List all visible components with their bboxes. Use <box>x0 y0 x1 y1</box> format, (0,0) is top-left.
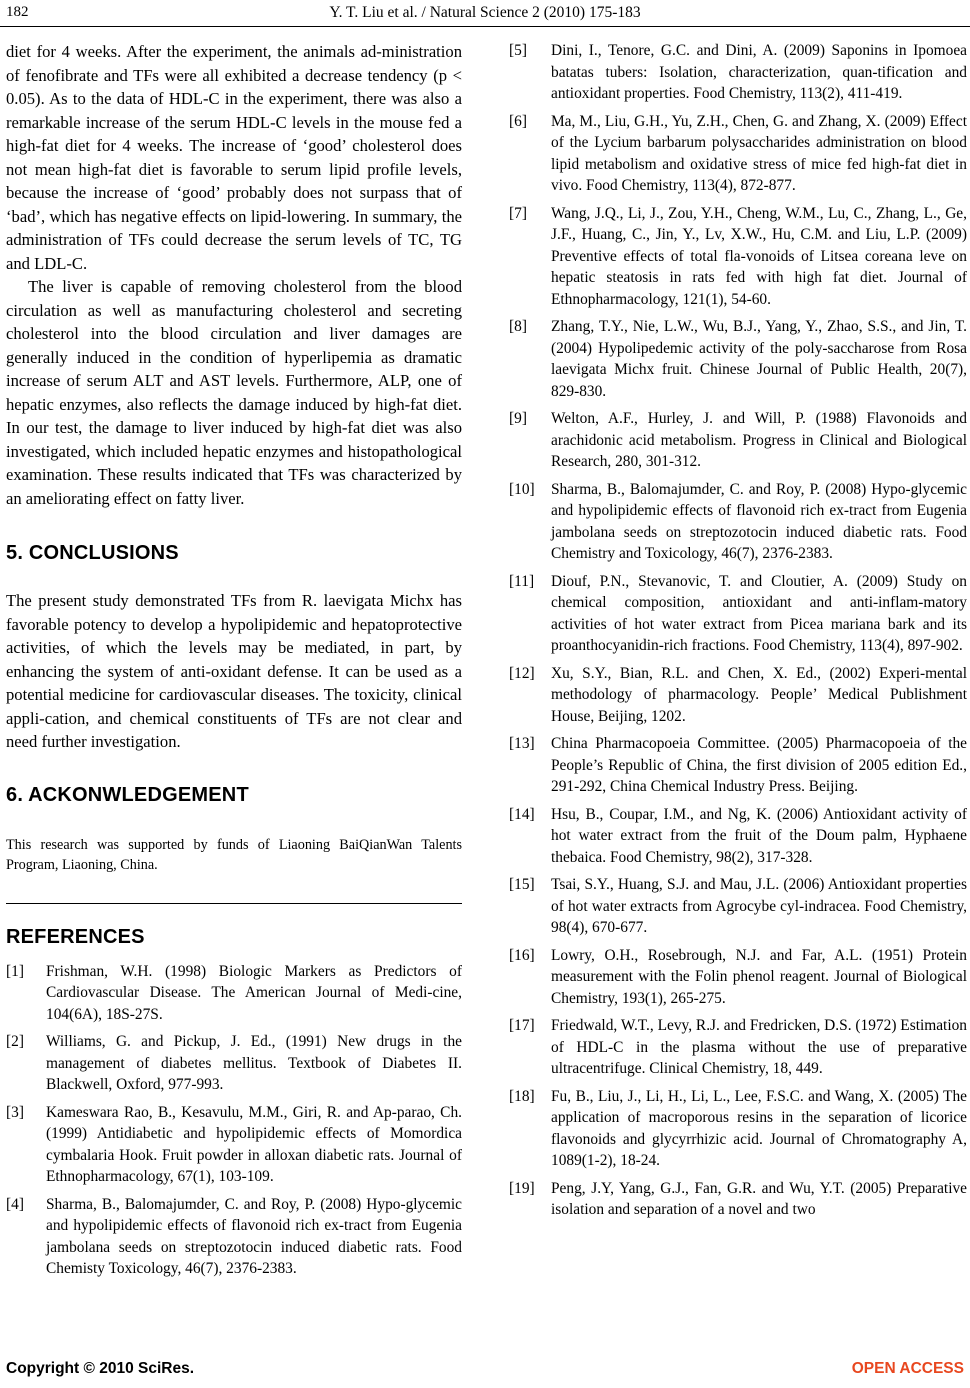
reference-text: Kameswara Rao, B., Kesavulu, M.M., Giri, R. and Ap-parao, Ch. (1999) Antidiabetic and hypolipidemic effects of Momordica cymbalaria Hook. Fruit powder in alloxan diabetic rats. Journal of Ethnopharmacology, 67(1), 103-109. <box>46 1103 462 1185</box>
reference-item <box>509 945 967 1010</box>
reference-number: [14] <box>509 805 535 823</box>
reference-text: Friedwald, W.T., Levy, R.J. and Fredricken, D.S. (1972) Estimation of HDL-C in the plasma without the use of preparative ultracentrifuge. Clinical Chemistry, 18, 449. <box>551 1017 967 1077</box>
header-rule <box>0 26 970 27</box>
reference-number: [12] <box>509 664 535 682</box>
reference-text: Frishman, W.H. (1998) Biologic Markers as Predictors of Cardiovascular Disease. The American Journal of Medi-cine, 104(6A), 18S-27S. <box>46 962 462 1023</box>
reference-text: China Pharmacopoeia Committee. (2005) Pharmacopoeia of the People’s Republic of China, the first division of 2005 edition Ed., 291-292, China Chemical Industry Press. Beijing. <box>551 735 967 795</box>
reference-item <box>509 1178 967 1221</box>
reference-number: [6] <box>509 112 527 130</box>
open-access-label: OPEN ACCESS <box>851 1360 964 1377</box>
reference-number: [13] <box>509 735 535 752</box>
reference-text: Tsai, S.Y., Huang, S.J. and Mau, J.L. (2006) Antioxidant properties of hot water extracts from Agrocybe cyl-indracea. Food Chemistry, 98(4), 670-677. <box>551 876 967 936</box>
reference-number: [1] <box>6 962 24 980</box>
reference-number: [10] <box>509 480 535 498</box>
reference-text: Sharma, B., Balomajumder, C. and Roy, P. (2008) Hypo-glycemic and hypolipidemic effects of flavonoid rich ex-tract from Eugenia jambolana seeds on streptozotocin induced diabetic rats. Food Chemistry and Toxicology, 46(7), 2376-2383. <box>551 480 967 562</box>
reference-item <box>509 804 967 869</box>
reference-item <box>509 571 967 657</box>
page-footer <box>0 1356 970 1384</box>
reference-text: Hsu, B., Coupar, I.M., and Ng, K. (2006) Antioxidant activity of hot water extract from the fruit of the Doum palm, Hyphaene thebaica. Food Chemistry, 98(2), 317-328. <box>551 805 967 866</box>
reference-item <box>509 203 967 311</box>
reference-text: Welton, A.F., Hurley, J. and Will, P. (1988) Flavonoids and arachidonic acid metabolism. Progress in Clinical and Biological Research, 280, 301-312. <box>551 410 967 470</box>
right-column <box>509 40 967 1227</box>
page-header <box>0 4 970 28</box>
reference-item <box>509 1015 967 1080</box>
reference-number: [16] <box>509 946 535 964</box>
references-list-left <box>6 961 462 1280</box>
reference-number: [2] <box>6 1033 24 1050</box>
copyright-notice: Copyright © 2010 SciRes. <box>6 1360 195 1377</box>
reference-text: Wang, J.Q., Li, J., Zou, Y.H., Cheng, W.M., Lu, C., Zhang, L., Ge, J.F., Huang, C., Jin, Y., Lv, X.W., Hu, C.M. and Liu, L.P. (2009) Preventive effects of total fla-vonoids of Litsea coreana leve on hepatic steatosis in rats fed with high fat diet. Journal of Ethnopharmacology, 121(1), 54-60. <box>551 204 967 308</box>
reference-number: [7] <box>509 204 527 222</box>
reference-item <box>509 733 967 798</box>
reference-number: [18] <box>509 1087 535 1105</box>
reference-number: [11] <box>509 572 535 590</box>
reference-item <box>509 479 967 565</box>
body-paragraph: diet for 4 weeks. After the experiment, the animals ad-ministration of fenofibrate and TFs were all exhibited a decrease tendency (p < 0.05). As to the data of HDL-C in the experiment, there was also a remarkable increase of the serum HDL-C levels in the mouse fed a high-fat diet for 4 weeks. The increase of ‘good’ cholesterol does not mean high-fat diet is favorable to serum lipid profile levels, because the increase of ‘good’ probably does not surpass that of ‘bad’, which has negative effects on lipid-lowering. In summary, the administration of TFs could decrease the serum levels of TC, TG and LDL-C. <box>6 42 462 273</box>
reference-item <box>509 1086 967 1172</box>
acknowledgement-heading: 6. ACKONWLEDGEMENT <box>6 783 249 806</box>
reference-number: [3] <box>6 1103 24 1121</box>
acknowledgement-text: This research was supported by funds of Liaoning BaiQianWan Talents Program, Liaoning, China. <box>6 836 462 873</box>
reference-number: [4] <box>6 1195 24 1213</box>
reference-number: [15] <box>509 876 535 893</box>
reference-text: Lowry, O.H., Rosebrough, N.J. and Far, A.L. (1951) Protein measurement with the Folin phenol reagent. Journal of Biological Chemistry, 193(1), 265-275. <box>551 946 967 1007</box>
reference-item <box>6 1194 462 1280</box>
conclusions-text: The present study demonstrated TFs from R. laevigata Michx has favorable potency to develop a hypolipidemic and hepatoprotective activities, of which the levels may be mediated, in part, by enhancing the system of anti-oxidant defense. It can be used as a potential medicine for cardiovascular diseases. The toxicity, clinical appli-cation, and chemical constituents of TFs are not clear and need further investigation. <box>6 591 462 751</box>
reference-item <box>509 111 967 197</box>
reference-number: [5] <box>509 42 527 59</box>
reference-item <box>6 961 462 1026</box>
reference-number: [8] <box>509 318 527 335</box>
page-number: 182 <box>6 4 29 20</box>
reference-text: Xu, S.Y., Bian, R.L. and Chen, X. Ed., (2002) Experi-mental methodology of pharmacology. People’ Medical Publishment House, Beijing, 1202. <box>551 664 967 725</box>
references-heading: REFERENCES <box>6 925 145 948</box>
reference-text: Dini, I., Tenore, G.C. and Dini, A. (2009) Saponins in Ipomoea batatas tubers: Isolation, characterization, quan-tification and antioxidant properties. Food Chemistry, 113(2), 411-419. <box>551 42 967 102</box>
reference-item <box>509 40 967 105</box>
reference-text: Sharma, B., Balomajumder, C. and Roy, P. (2008) Hypo-glycemic and hypolipidemic effects of flavonoid rich ex-tract from Eugenia jambolana seeds on streptozotocin induced diabetic rats. Food Chemisty Toxicology, 46(7), 2376-2383. <box>46 1195 462 1277</box>
running-head: Y. T. Liu et al. / Natural Science 2 (2010) 175-183 <box>329 4 641 21</box>
reference-text: Zhang, T.Y., Nie, L.W., Wu, B.J., Yang, Y., Zhao, S.S., and Jin, T. (2004) Hypolipedemic activity of the poly-saccharose from Rosa laevigata Michx fruit. Chinese Journal of Public Health, 20(7), 829-830. <box>551 318 967 400</box>
reference-text: Diouf, P.N., Stevanovic, T. and Cloutier, A. (2009) Study on chemical composition, antioxidant and anti-inflam-matory activities of hot water extract from Picea mariana bark and its proanthocyanidin-rich fractions. Food Chemistry, 113(4), 897-902. <box>551 572 967 654</box>
conclusions-heading: 5. CONCLUSIONS <box>6 542 179 564</box>
reference-item <box>6 1031 462 1096</box>
references-rule <box>6 903 462 904</box>
left-column <box>6 40 462 1286</box>
reference-item <box>509 874 967 939</box>
reference-number: [19] <box>509 1179 535 1197</box>
reference-item <box>509 663 967 728</box>
reference-text: Peng, J.Y, Yang, G.J., Fan, G.R. and Wu, Y.T. (2005) Preparative isolation and separation of a novel and two <box>551 1179 967 1218</box>
reference-number: [17] <box>509 1017 535 1034</box>
reference-item <box>509 316 967 402</box>
reference-text: Williams, G. and Pickup, J. Ed., (1991) New drugs in the management of diabetes mellitus. Textbook of Diabetes II. Blackwell, Oxford, 977-993. <box>46 1033 462 1093</box>
reference-number: [9] <box>509 410 527 427</box>
reference-item <box>509 408 967 473</box>
reference-text: Fu, B., Liu, J., Li, H., Li, L., Lee, F.S.C. and Wang, X. (2005) The application of macroporous resins in the separation of licorice flavonoids and glycyrrhizic acid. Journal of Chromatography A, 1089(1-2), 18-24. <box>551 1087 967 1169</box>
reference-item <box>6 1102 462 1188</box>
body-paragraph: The liver is capable of removing cholesterol from the blood circulation as well as manufacturing cholesterol and secreting cholesterol into the blood circulation and liver damages are generally induced in the condition of hyperlipemia as dramatic increase of serum ALT and AST levels. Furthermore, ALP, one of hepatic enzymes, also reflects the damage induced by high-fat diet. In our test, the damage to liver induced by high-fat diet was also investigated, which included hepatic enzymes and histopathological examination. These results indicated that TFs was characterized by an ameliorating effect on fatty liver. <box>6 277 462 508</box>
reference-text: Ma, M., Liu, G.H., Yu, Z.H., Chen, G. and Zhang, X. (2009) Effect of the Lycium barbarum polysaccharides administration on blood lipid metabolism and oxidative stress of mice fed high-fat diet in vivo. Food Chemistry, 113(4), 872-877. <box>551 112 967 194</box>
